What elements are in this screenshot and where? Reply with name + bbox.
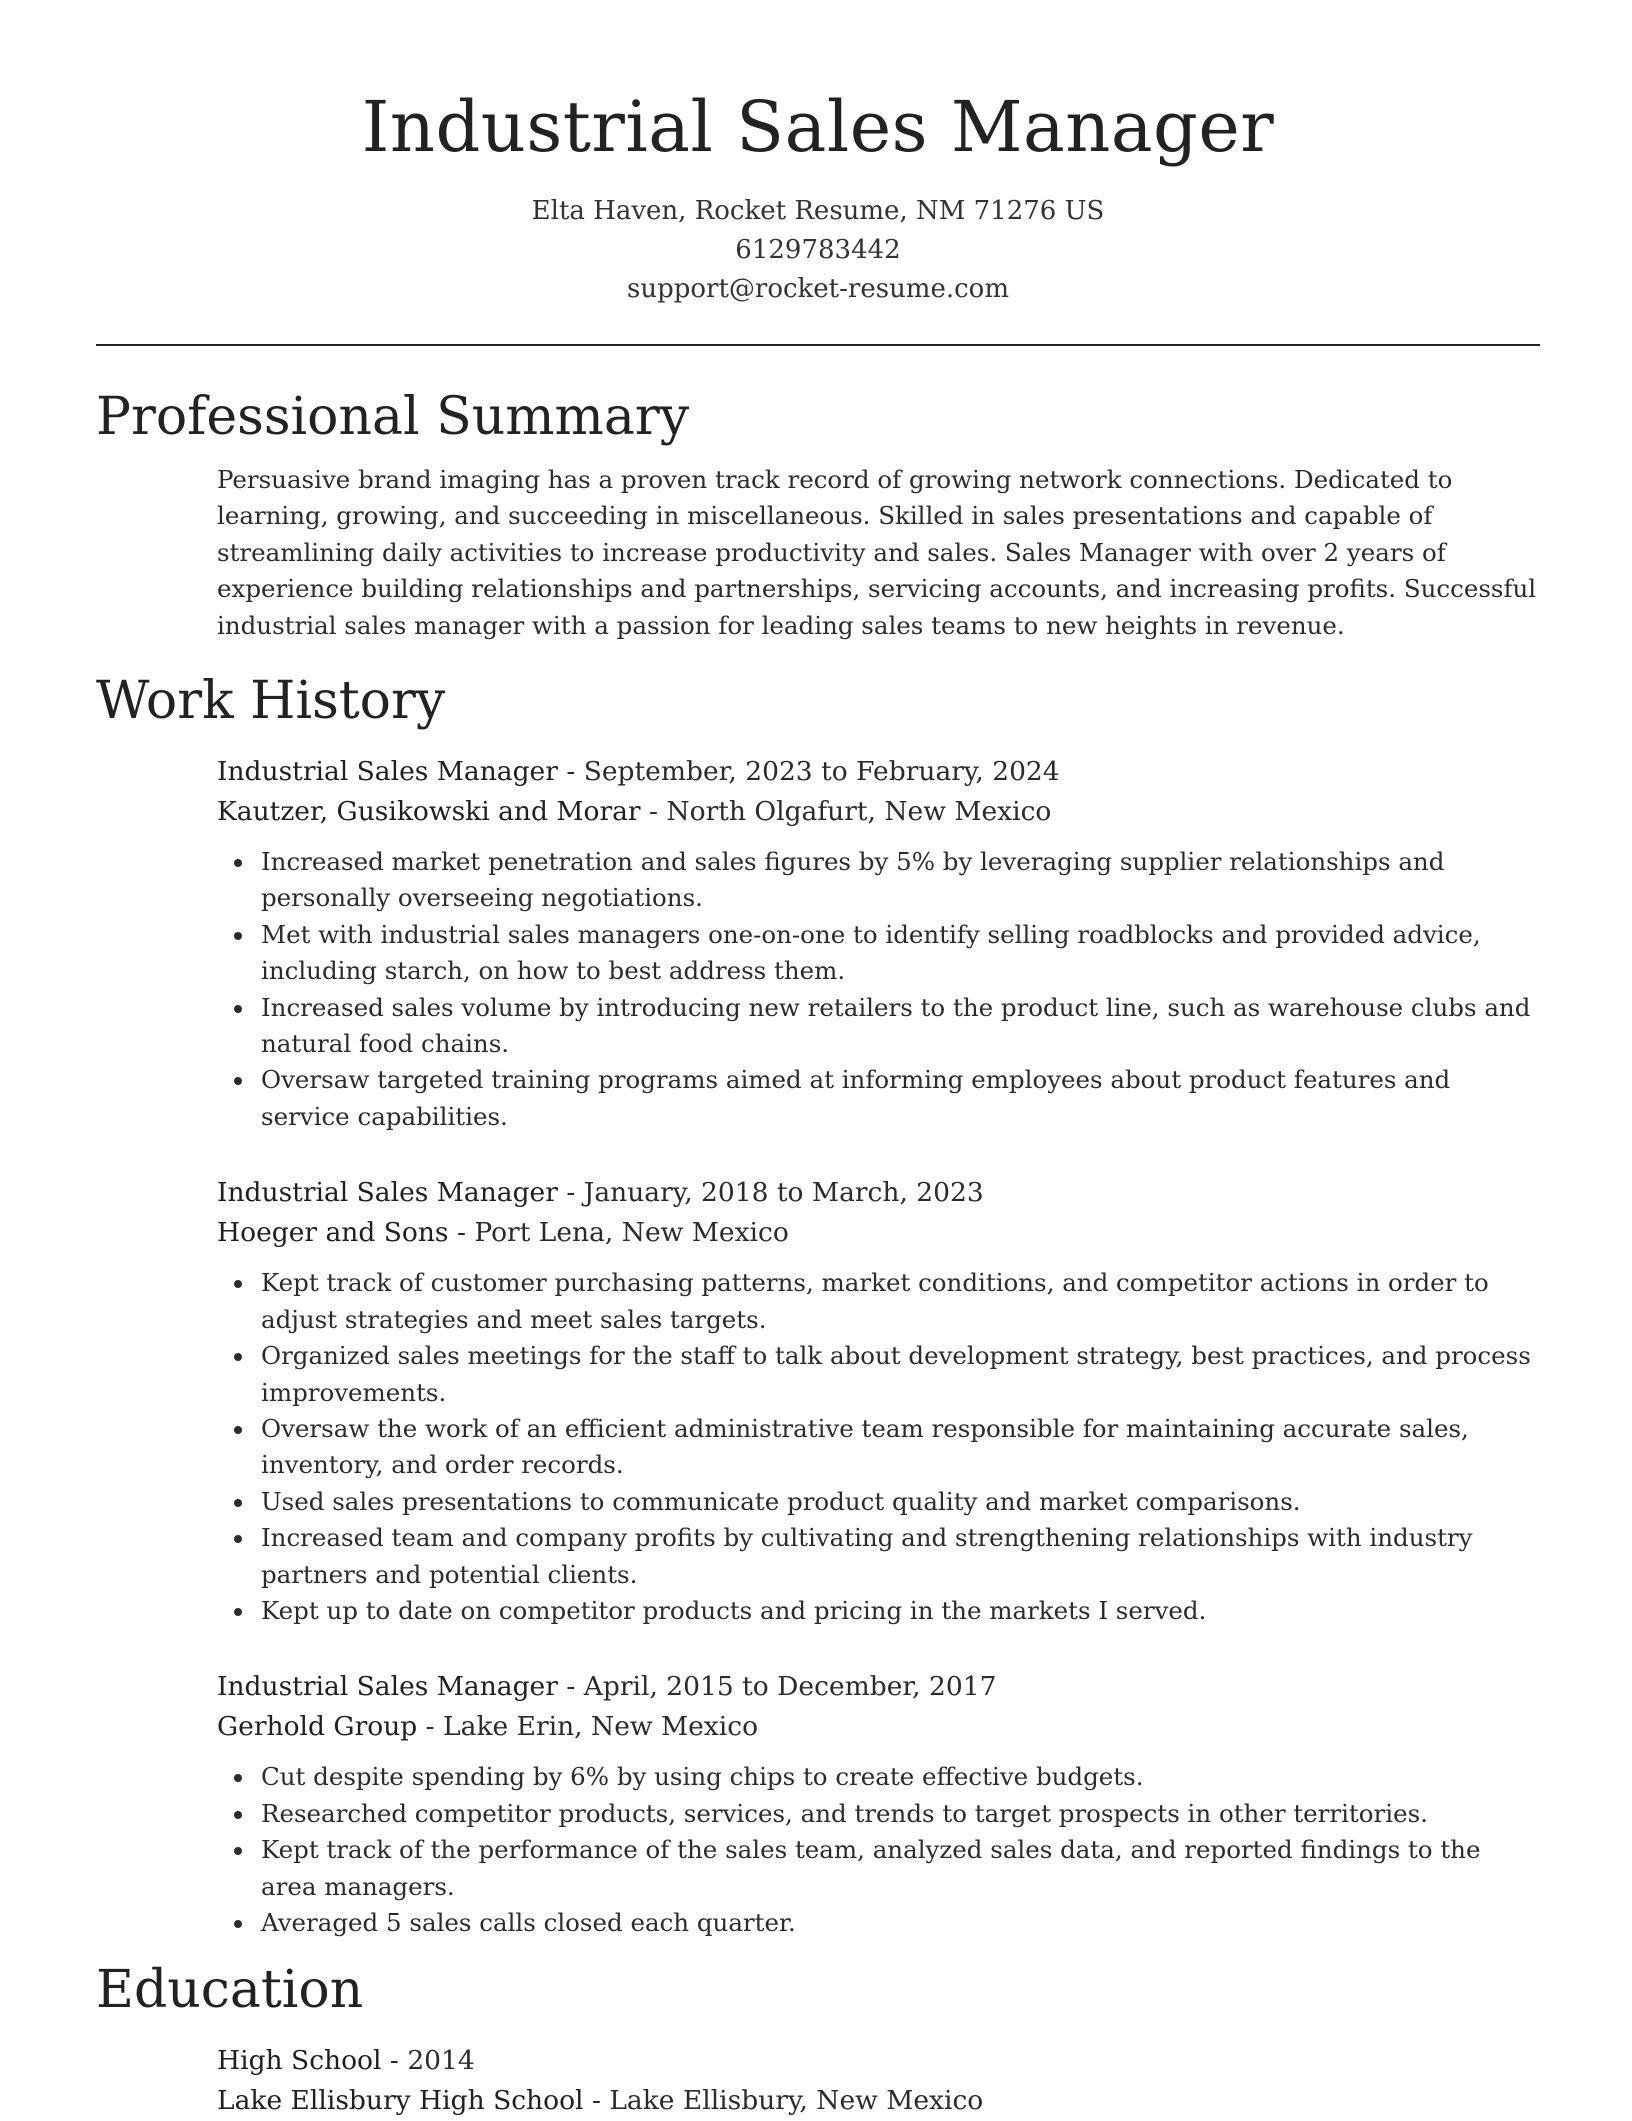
- education-entry: [217, 2041, 1540, 2121]
- contact-address: Elta Haven, Rocket Resume, NM 71276 US: [531, 196, 1105, 226]
- job-bullet: Kept up to date on competitor products and pricing in the markets I served.: [261, 1593, 1540, 1629]
- job-bullet: Used sales presentations to communicate product quality and market comparisons.: [261, 1484, 1540, 1520]
- separator: -: [381, 2045, 408, 2077]
- education-section: [96, 1959, 1540, 2121]
- contact-block: [96, 192, 1540, 309]
- resume-name: Industrial Sales Manager: [361, 86, 1275, 168]
- separator: -: [557, 1671, 584, 1703]
- job-dates: January, 2018 to March, 2023: [583, 1177, 984, 1209]
- job-entry: [217, 1667, 1540, 1941]
- job-company-line: [217, 792, 1540, 832]
- contact-email: support@rocket-resume.com: [626, 274, 1009, 304]
- job-company: Kautzer, Gusikowski and Morar: [217, 796, 641, 828]
- job-bullet: Kept track of customer purchasing patterns, market conditions, and competitor actions in order to adjust strategies and meet sales targets.: [261, 1265, 1540, 1338]
- separator: -: [583, 2085, 610, 2117]
- work-history-section: [96, 670, 1540, 1941]
- resume-header: [96, 0, 1540, 309]
- job-bullet-list: [217, 1759, 1540, 1941]
- job-title-line: [217, 1173, 1540, 1213]
- section-title-work-history: Work History: [96, 671, 446, 732]
- job-entry: [217, 1173, 1540, 1629]
- education-school-line: [217, 2081, 1540, 2121]
- job-company: Hoeger and Sons: [217, 1217, 449, 1249]
- education-year: 2014: [407, 2045, 475, 2077]
- job-role: Industrial Sales Manager: [217, 1177, 558, 1209]
- job-dates: September, 2023 to February, 2024: [583, 756, 1060, 788]
- job-bullet: Oversaw the work of an efficient administrative team responsible for maintaining accurate sales, inventory, and order records.: [261, 1411, 1540, 1484]
- job-title-line: [217, 1667, 1540, 1707]
- header-divider: [96, 344, 1540, 346]
- job-company-line: [217, 1707, 1540, 1747]
- job-bullet: Researched competitor products, services, and trends to target prospects in other territories.: [261, 1796, 1540, 1832]
- job-bullet: Met with industrial sales managers one-on-one to identify selling roadblocks and provided advice, including starch, on how to best address them.: [261, 917, 1540, 990]
- job-location: North Olgafurt, New Mexico: [666, 796, 1052, 828]
- job-company: Gerhold Group: [217, 1711, 418, 1743]
- job-title-line: [217, 752, 1540, 792]
- separator: -: [557, 756, 584, 788]
- summary-text: Persuasive brand imaging has a proven track record of growing network connections. Dedicated to learning, growing, and succeeding in miscellaneous. Skilled in sales presentations and capable of streamlining daily activities to increase productivity and sales. Sales Manager with over 2 years of experience building relationships and partnerships, servicing accounts, and increasing profits. Successful industrial sales manager with a passion for leading sales teams to new heights in revenue.: [217, 465, 1537, 640]
- education-degree-line: [217, 2041, 1540, 2081]
- separator: -: [557, 1177, 584, 1209]
- job-bullet: Oversaw targeted training programs aimed at informing employees about product features and service capabilities.: [261, 1062, 1540, 1135]
- job-bullet-list: [217, 844, 1540, 1135]
- contact-phone: 6129783442: [735, 235, 901, 265]
- job-bullet: Kept track of the performance of the sales team, analyzed sales data, and reported findings to the area managers.: [261, 1832, 1540, 1905]
- education-location: Lake Ellisbury, New Mexico: [609, 2085, 984, 2117]
- separator: -: [640, 796, 667, 828]
- separator: -: [448, 1217, 475, 1249]
- section-title-summary: Professional Summary: [96, 387, 690, 447]
- section-title-education: Education: [96, 1960, 364, 2021]
- job-bullet: Organized sales meetings for the staff to talk about development strategy, best practices, and process improvements.: [261, 1338, 1540, 1411]
- job-role: Industrial Sales Manager: [217, 1671, 558, 1703]
- job-location: Port Lena, New Mexico: [474, 1217, 789, 1249]
- job-bullet: Averaged 5 sales calls closed each quarter.: [261, 1905, 1540, 1941]
- education-school: Lake Ellisbury High School: [217, 2085, 584, 2117]
- job-bullet: Increased team and company profits by cultivating and strengthening relationships with industry partners and potential clients.: [261, 1520, 1540, 1593]
- job-bullet: Cut despite spending by 6% by using chips to create effective budgets.: [261, 1759, 1540, 1795]
- job-bullet-list: [217, 1265, 1540, 1629]
- job-location: Lake Erin, New Mexico: [443, 1711, 759, 1743]
- job-bullet: Increased market penetration and sales figures by 5% by leveraging supplier relationships and personally overseeing negotiations.: [261, 844, 1540, 917]
- separator: -: [417, 1711, 444, 1743]
- job-company-line: [217, 1213, 1540, 1253]
- job-dates: April, 2015 to December, 2017: [583, 1671, 997, 1703]
- job-bullet: Increased sales volume by introducing new retailers to the product line, such as warehouse clubs and natural food chains.: [261, 990, 1540, 1063]
- summary-section: [96, 386, 1540, 644]
- job-entry: [217, 752, 1540, 1135]
- resume-page: [96, 0, 1540, 2121]
- education-degree: High School: [217, 2045, 382, 2077]
- job-role: Industrial Sales Manager: [217, 756, 558, 788]
